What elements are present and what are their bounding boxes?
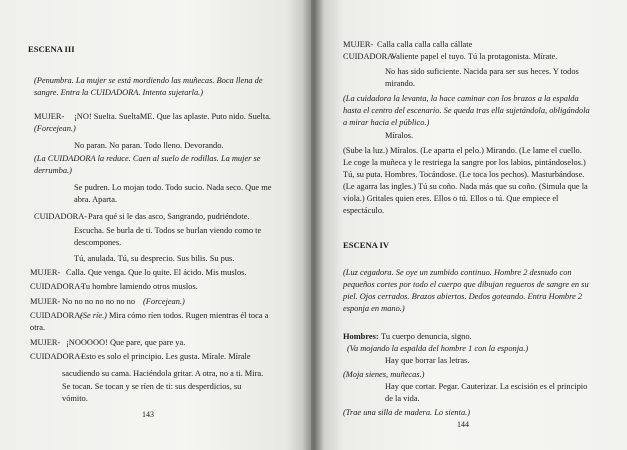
stage-direction: (Moja sienes, muñecas.)	[343, 370, 425, 379]
speaker-name: MUJER-	[343, 40, 374, 49]
scene-title: ESCENA IV	[343, 240, 390, 250]
stage-direction: pequeños cortes por todo el cuerpo que dibujan regueros de sangre en su	[343, 280, 589, 289]
dialogue-line: No paran. No paran. Todo lleno. Devorando.	[74, 141, 224, 150]
speaker-name: MUJER-	[30, 297, 61, 306]
dialogue-line: Se tocan. Se tocan y se ríen de ti: sus desperdicios, su	[62, 382, 242, 391]
book-gutter	[302, 0, 324, 450]
speaker-name: MUJER-	[30, 268, 61, 277]
stage-direction: piel. Ojos cerrados. Brazos abiertos. Dedos goteando. Entra Hombre 2	[343, 292, 583, 301]
stage-direction: a mirar hacia el público.)	[343, 118, 430, 127]
scene-title: ESCENA III	[28, 44, 75, 54]
stage-direction: derrumba.)	[34, 166, 72, 175]
stage-direction: (Luz cegadora. Se oye un zumbido continuo. Hombre 2 desnudo con	[343, 268, 572, 277]
dialogue-line: ¡NOOOOO! Que pare, que pare ya.	[66, 338, 186, 347]
speaker-name: CUIDADORA-	[30, 311, 84, 320]
stage-direction: (Va mojando la espalda del hombre 1 con la esponja.)	[347, 344, 529, 353]
dialogue-line: viola.) Gritales quien eres. Ellos o tú. Ellos o tú. Que empiece el	[343, 194, 559, 203]
dialogue-line: Tu cuerpo denuncia, signo.	[381, 332, 472, 341]
stage-direction: (La cuidadora la levanta, la hace caminar con los brazos a la espalda	[343, 94, 579, 103]
dialogue-line: abra. Aparta.	[74, 195, 118, 204]
dialogue-line: No has sido suficiente. Nacida para ser sus heces. Y todos	[385, 67, 579, 76]
dialogue-line: Tú, anulada. Tú, su desprecio. Sus bilis. Su pus.	[74, 254, 235, 263]
left-page	[0, 0, 311, 450]
dialogue-line: Tú, su puta. Hombres. Tocándose. (Le toca los pechos). Masturbándose.	[343, 170, 585, 179]
dialogue-line: vómito.	[62, 394, 88, 403]
stage-direction: hasta el centro del escenario. Se queda tras ella sujetándola, obligándola	[343, 106, 590, 115]
dialogue-line: Hay que cortar. Pegar. Cauterizar. La escisión es el principio	[385, 382, 588, 391]
dialogue-line: descompones.	[74, 238, 122, 247]
dialogue-line: No no no no no no no	[62, 297, 136, 306]
stage-direction: sangre. Entra la CUIDADORA. Intenta sujetarla.)	[34, 88, 204, 97]
page-number: 144	[457, 420, 469, 429]
speaker-name: CUIDADORA-	[30, 282, 84, 291]
speaker-name: MUJER-	[30, 338, 61, 347]
dialogue-line: Calla calla calla calla cállate	[377, 40, 473, 49]
stage-direction: (Forcejean.)	[34, 124, 76, 133]
dialogue-line: (Sube la luz.) Míralos. (Le aparta el pelo.) Mirando. (Le lame el cuello.	[343, 146, 582, 155]
dialogue-line: otra.	[30, 323, 46, 332]
dialogue-line: de la vida.	[385, 394, 420, 403]
stage-direction: esponja en mano.)	[343, 304, 405, 313]
dialogue-line: mirando.	[385, 79, 416, 88]
speaker-name: CUIDADORA-	[34, 212, 88, 221]
dialogue-line: Mira cómo ríen todos. Rugen mientras él toca a	[109, 311, 269, 320]
dialogue-line: (Le agarra las ingles.) Tú su coño. Nada más que su coño. (Simula que la	[343, 182, 588, 191]
dialogue-line: Hay que borrar las letras.	[385, 356, 470, 365]
dialogue-line: Tu hombre lamiendo otros muslos.	[81, 282, 198, 291]
stage-direction: (Forcejean.)	[143, 297, 185, 306]
stage-direction: (La CUIDADORA la reduce. Caen al suelo de rodillas. La mujer se	[34, 154, 261, 163]
dialogue-line: Para qué si le das asco, Sangrando, pudriéndote.	[88, 212, 250, 221]
dialogue-line: Valiente papel el tuyo. Tú la protagonista. Mírate.	[391, 52, 558, 61]
stage-direction: (Penumbra. La mujer se está mordiendo las muñecas. Boca llena de	[34, 76, 263, 85]
dialogue-line: Esto es solo el principio. Les gusta. Mírale. Mírale	[81, 352, 251, 361]
speaker-name: CUIDADORA-	[30, 352, 84, 361]
speaker-name: Hombres:	[343, 332, 379, 341]
dialogue-line: Le coge la muñeca y le restriega la sangre por los labios, pintándoselos.)	[343, 158, 586, 167]
dialogue-line: Calla. Que venga. Que lo quite. El ácido. Mis muslos.	[66, 268, 247, 277]
dialogue-line: Escucha. Se burla de ti. Todos se burlan viendo como te	[74, 226, 262, 235]
dialogue-line: Se pudren. Lo mojan todo. Todo sucio. Nada seco. Que me	[74, 183, 272, 192]
stage-direction: (Trae una silla de madera. Lo sienta.)	[343, 408, 471, 417]
speaker-name: MUJER-	[34, 112, 65, 121]
dialogue-line: espectáculo.	[343, 206, 385, 215]
stage-direction: (Se ríe.)	[80, 311, 107, 320]
dialogue-line: sacudiendo su cama. Haciéndola gritar. A otra, no a ti. Mira.	[62, 369, 264, 378]
dialogue-line: Míralos.	[385, 131, 414, 140]
dialogue-line: ¡NO! Suelta. SueltaME. Que las aplaste. Puto nido. Suelta.	[74, 112, 272, 121]
right-page	[311, 0, 627, 450]
speaker-name: CUIDADORA-	[343, 52, 397, 61]
page-number: 143	[142, 410, 154, 419]
